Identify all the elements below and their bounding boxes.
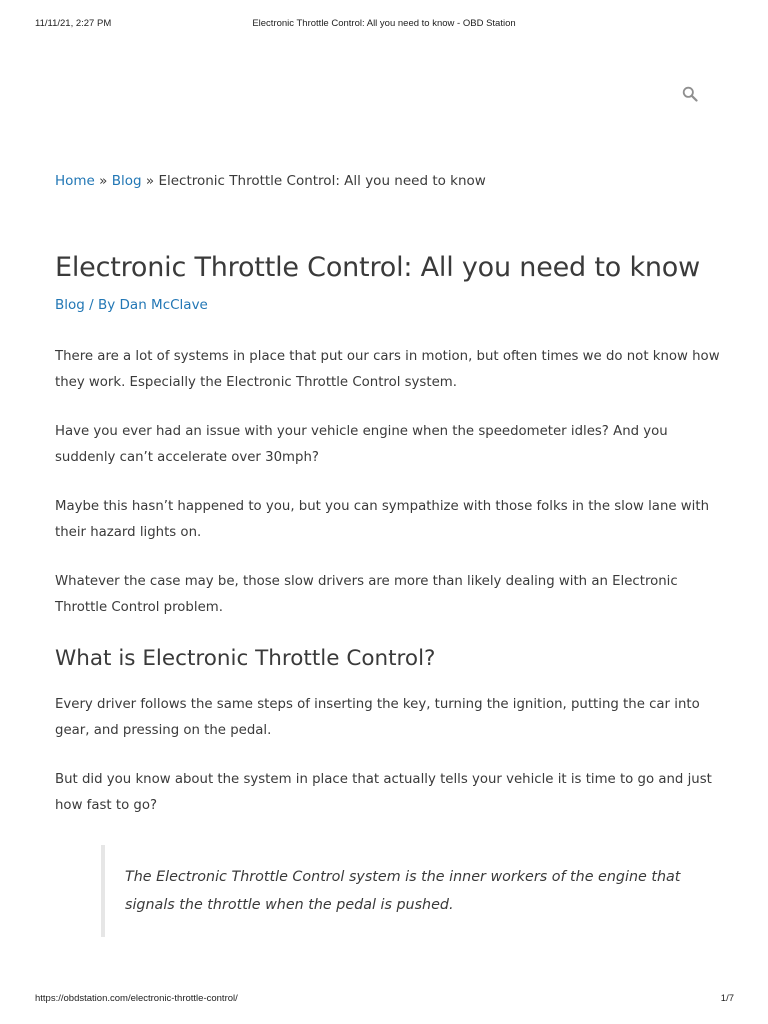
article-body	[55, 344, 725, 937]
breadcrumb-separator: »	[99, 173, 108, 189]
breadcrumb-separator: »	[145, 173, 155, 189]
search-icon[interactable]	[682, 86, 698, 102]
author-link[interactable]: Dan McClave	[119, 297, 208, 313]
print-page-title: Electronic Throttle Control: All you need to know - OBD Station	[252, 18, 516, 29]
breadcrumb	[55, 173, 486, 189]
print-datetime: 11/11/21, 2:27 PM	[35, 18, 112, 29]
page-title: Electronic Throttle Control: All you need to know	[55, 252, 700, 283]
paragraph: Every driver follows the same steps of inserting the key, turning the ignition, putting the car into gear, and pressing on the pedal.	[55, 697, 700, 738]
print-page-number: 1/7	[720, 993, 734, 1004]
paragraph: Whatever the case may be, those slow drivers are more than likely dealing with an Electronic Throttle Control problem.	[55, 574, 678, 615]
breadcrumb-home-link[interactable]: Home	[55, 173, 95, 189]
paragraph: There are a lot of systems in place that put our cars in motion, but often times we do not know how they work. Especially the Electronic Throttle Control system.	[55, 349, 720, 390]
breadcrumb-blog-link[interactable]: Blog	[111, 173, 142, 189]
blockquote: The Electronic Throttle Control system is the inner workers of the engine that signals the throttle when the pedal is pushed.	[101, 845, 685, 937]
section-heading: What is Electronic Throttle Control?	[55, 646, 436, 671]
byline-separator: / By	[89, 297, 116, 313]
breadcrumb-current: Electronic Throttle Control: All you need to know	[158, 173, 486, 189]
paragraph: Have you ever had an issue with your vehicle engine when the speedometer idles? And you suddenly can’t accelerate over 30mph?	[55, 424, 668, 465]
print-url: https://obdstation.com/electronic-throttle-control/	[35, 993, 238, 1004]
print-header	[0, 18, 768, 32]
post-meta	[55, 297, 208, 313]
paragraph: Maybe this hasn’t happened to you, but you can sympathize with those folks in the slow lane with their hazard lights on.	[55, 499, 709, 540]
paragraph: But did you know about the system in place that actually tells your vehicle it is time to go and just how fast to go?	[55, 772, 712, 813]
category-link[interactable]: Blog	[55, 297, 85, 313]
print-footer	[0, 993, 768, 1007]
